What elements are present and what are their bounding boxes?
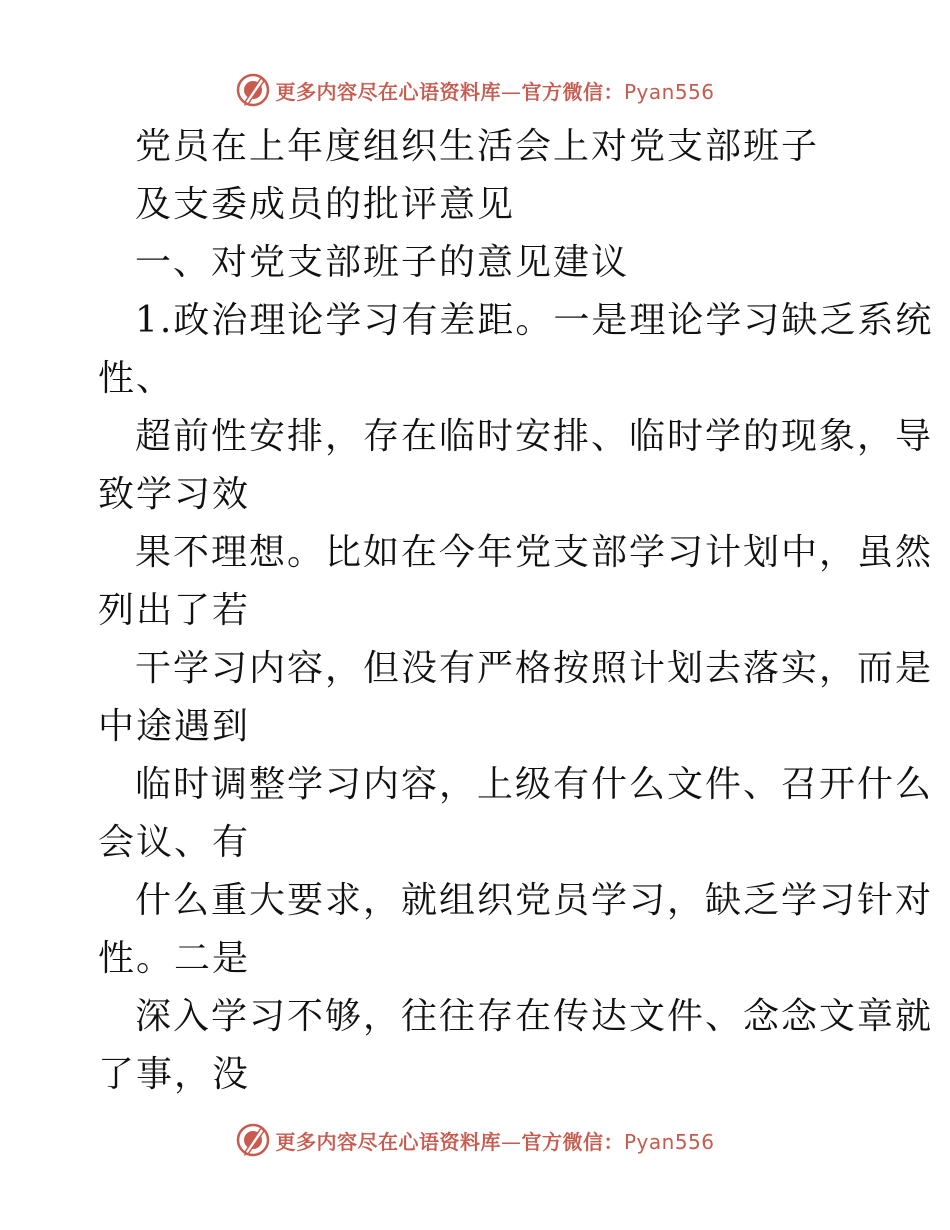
watermark-separator: — <box>500 79 522 104</box>
title-line-2: 及支委成员的批评意见 <box>135 184 516 225</box>
paragraph-line: 了事，没 <box>98 1054 251 1095</box>
pen-logo-icon <box>235 1122 271 1158</box>
paragraph-line: 干学习内容，但没有严格按照计划去落实，而是 <box>135 648 934 689</box>
paragraph-line: 会议、有 <box>98 822 251 863</box>
paragraph-line: 性。二是 <box>98 938 251 979</box>
paragraph-line: 列出了若 <box>98 590 251 631</box>
paragraph-line: 中途遇到 <box>98 706 251 747</box>
watermark-label: 官方微信： <box>521 1129 624 1154</box>
watermark-site-text: 更多内容尽在心语资料库 <box>275 1129 501 1154</box>
watermark-label: 官方微信： <box>521 79 624 104</box>
paragraph-line: 1.政治理论学习有差距。一是理论学习缺乏系统 <box>135 300 934 341</box>
footer-watermark <box>0 1120 950 1160</box>
header-watermark <box>0 70 950 110</box>
paragraph-line: 深入学习不够，往往存在传达文件、念念文章就 <box>135 996 934 1037</box>
section-heading: 一、对党支部班子的意见建议 <box>135 242 630 283</box>
document-body <box>98 118 934 1104</box>
paragraph-line: 致学习效 <box>98 474 251 515</box>
title-line-1: 党员在上年度组织生活会上对党支部班子 <box>135 126 820 167</box>
watermark-separator: — <box>500 1129 522 1154</box>
pen-logo-icon <box>235 72 271 108</box>
paragraph-line: 性、 <box>98 358 175 399</box>
watermark-wechat-id: Pyan556 <box>623 1129 715 1154</box>
paragraph-line: 什么重大要求，就组织党员学习，缺乏学习针对 <box>135 880 934 921</box>
paragraph-line: 果不理想。比如在今年党支部学习计划中，虽然 <box>135 532 934 573</box>
watermark-site-text: 更多内容尽在心语资料库 <box>275 79 501 104</box>
paragraph-line: 临时调整学习内容，上级有什么文件、召开什么 <box>135 764 934 805</box>
watermark-wechat-id: Pyan556 <box>623 79 715 104</box>
paragraph-line: 超前性安排，存在临时安排、临时学的现象，导 <box>135 416 934 457</box>
